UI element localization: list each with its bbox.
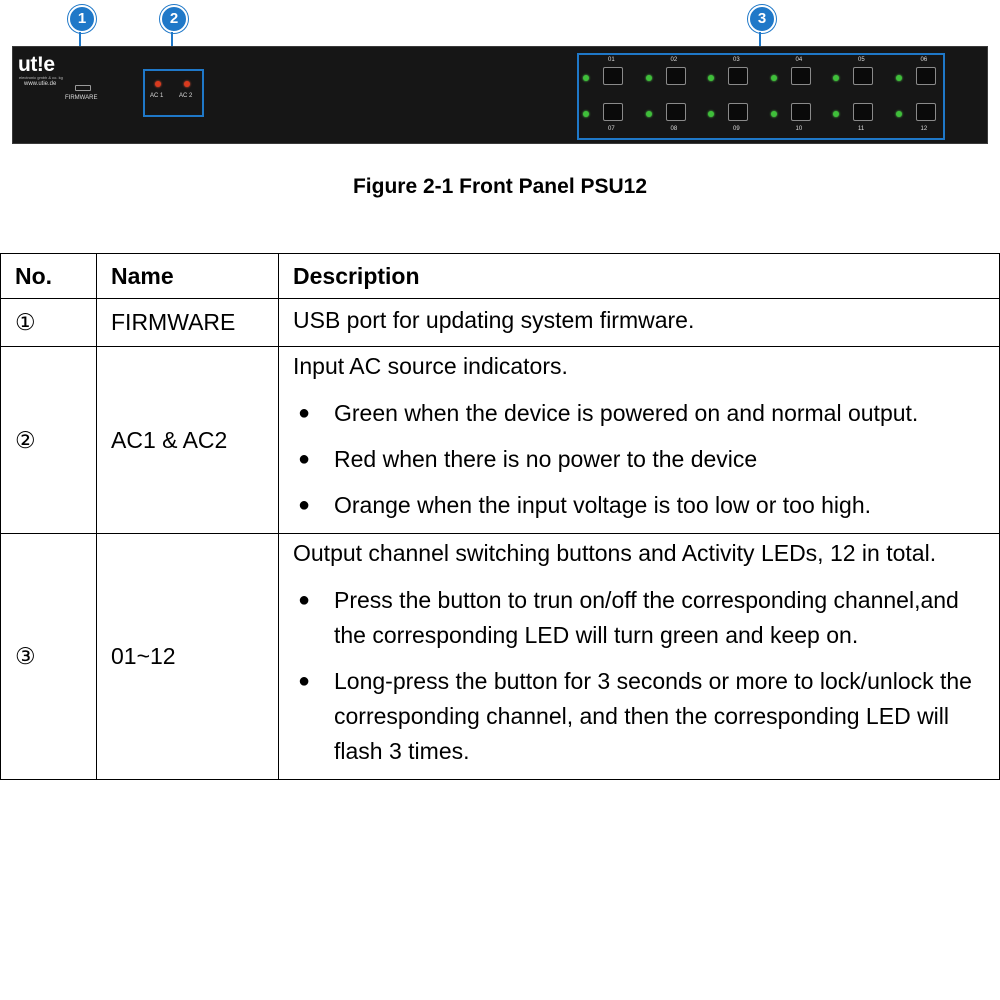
channel-05-led <box>833 75 839 81</box>
header-description: Description <box>279 254 1000 299</box>
bullet-icon: ● <box>298 448 311 470</box>
ac2-label: AC 2 <box>179 93 193 99</box>
channel-09-led <box>708 111 714 117</box>
bullet-icon: ● <box>298 670 311 692</box>
ac1-label: AC 1 <box>150 93 164 99</box>
list-item <box>293 396 985 431</box>
channel-01-led <box>583 75 589 81</box>
usb-port-icon[interactable] <box>75 85 91 91</box>
channel-09-button[interactable] <box>728 103 748 121</box>
bullet-text: Red when there is no power to the device <box>334 446 758 472</box>
table-header-row <box>1 254 1000 299</box>
channel-04-label: 04 <box>795 57 803 63</box>
brand-logo: ut!e <box>18 53 55 76</box>
bullet-icon: ● <box>298 402 311 424</box>
channel-06-led <box>896 75 902 81</box>
row-number: ① <box>1 299 97 347</box>
description-text: Output channel switching buttons and Activity LEDs, 12 in total. <box>293 540 937 566</box>
table-row <box>1 299 1000 347</box>
bullet-icon: ● <box>298 494 311 516</box>
row-name: FIRMWARE <box>97 299 279 347</box>
channel-12-button[interactable] <box>916 103 936 121</box>
list-item <box>293 664 985 769</box>
channel-03-label: 03 <box>733 57 740 63</box>
description-text: Input AC source indicators. <box>293 353 568 379</box>
bullet-text: Long-press the button for 3 seconds or more to lock/unlock the corresponding channel, and then the corresponding LED will flash 3 times. <box>334 668 972 764</box>
row-name: 01~12 <box>97 534 279 780</box>
list-item <box>293 488 985 523</box>
bullet-text: Press the button to trun on/off the corresponding channel,and the corresponding LED will turn green and keep on. <box>334 587 959 648</box>
channel-07-led <box>583 111 589 117</box>
header-no: No. <box>1 254 97 299</box>
bullet-text: Orange when the input voltage is too low or too high. <box>334 492 872 518</box>
channel-08-button[interactable] <box>666 103 686 121</box>
channel-10-button[interactable] <box>791 103 811 121</box>
channel-02-button[interactable] <box>666 67 686 85</box>
callout-1-badge: 1 <box>68 5 96 33</box>
row-number: ② <box>1 347 97 534</box>
channel-11-led <box>833 111 839 117</box>
list-item <box>293 583 985 653</box>
bullet-text: Green when the device is powered on and normal output. <box>334 400 919 426</box>
channel-02-led <box>646 75 652 81</box>
channel-05-button[interactable] <box>853 67 873 85</box>
channel-08-label: 08 <box>670 126 678 132</box>
channel-12-label: 12 <box>920 126 928 132</box>
description-text: USB port for updating system firmware. <box>293 307 695 333</box>
channel-01-label: 01 <box>608 57 615 63</box>
figure-caption: Figure 2-1 Front Panel PSU12 <box>352 175 648 198</box>
header-name: Name <box>97 254 279 299</box>
channel-11-button[interactable] <box>853 103 873 121</box>
channel-highlight-box <box>577 53 945 140</box>
channel-09-label: 09 <box>733 126 740 132</box>
channel-01-button[interactable] <box>603 67 623 85</box>
channel-11-label: 11 <box>858 126 865 132</box>
row-name: AC1 & AC2 <box>97 347 279 534</box>
channel-12-led <box>896 111 902 117</box>
channel-04-led <box>771 75 777 81</box>
ac1-led <box>155 81 161 87</box>
row-description <box>279 347 1000 534</box>
channel-10-label: 10 <box>795 126 803 132</box>
ac2-led <box>184 81 190 87</box>
table-row <box>1 534 1000 780</box>
front-panel <box>12 46 988 144</box>
row-number: ③ <box>1 534 97 780</box>
brand-url: www.utie.de <box>24 81 57 87</box>
channel-08-led <box>646 111 652 117</box>
callout-3-badge: 3 <box>748 5 776 33</box>
row-description <box>279 534 1000 780</box>
brand-tagline: electronic gmbh & co. kg <box>19 75 63 80</box>
channel-03-button[interactable] <box>728 67 748 85</box>
channel-02-label: 02 <box>670 57 678 63</box>
channel-03-led <box>708 75 714 81</box>
callout-2-badge: 2 <box>160 5 188 33</box>
firmware-label: FIRMWARE <box>65 95 98 101</box>
channel-10-led <box>771 111 777 117</box>
row-description <box>279 299 1000 347</box>
channel-04-button[interactable] <box>791 67 811 85</box>
table-row <box>1 347 1000 534</box>
channel-05-label: 05 <box>858 57 865 63</box>
list-item <box>293 442 985 477</box>
channel-06-button[interactable] <box>916 67 936 85</box>
channel-07-button[interactable] <box>603 103 623 121</box>
spec-table <box>0 253 1000 780</box>
channel-07-label: 07 <box>608 126 615 132</box>
channel-06-label: 06 <box>920 57 928 63</box>
bullet-icon: ● <box>298 589 311 611</box>
